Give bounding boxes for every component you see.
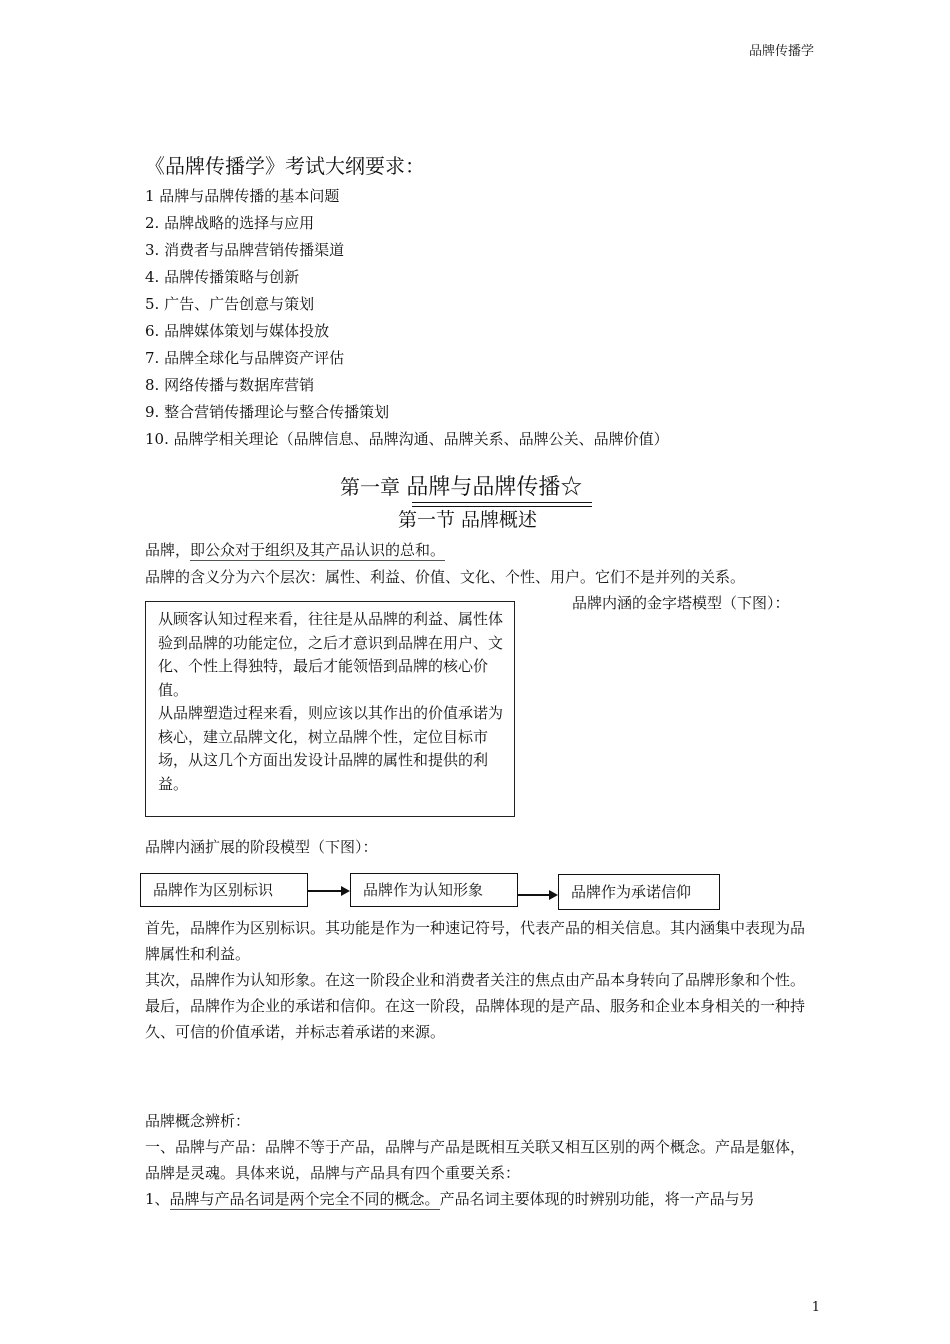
analysis-underlined: 品牌与产品名词是两个完全不同的概念。 [169, 1190, 440, 1208]
stage-paragraph: 首先，品牌作为区别标识。其功能是作为一种速记符号，代表产品的相关信息。其内涵集中表现为品牌属性和利益。 [145, 919, 806, 963]
pyramid-caption: 品牌内涵的金字塔模型（下图）： [572, 594, 790, 612]
analysis-paragraph [145, 1186, 817, 1212]
stage-box: 品牌作为承诺信仰 [558, 874, 720, 910]
outline-list [145, 186, 669, 456]
chapter-prefix: 第一章 [340, 475, 400, 499]
page-number: 1 [811, 1300, 820, 1315]
stage-paragraph: 最后，品牌作为企业的承诺和信仰。在这一阶段，品牌体现的是产品、服务和企业本身相关的一种持久、可信的价值承诺，并标志着承诺的来源。 [145, 997, 806, 1041]
outline-item: 2. 品牌战略的选择与应用 [145, 214, 315, 232]
stage-paragraph: 其次，品牌作为认知形象。在这一阶段企业和消费者关注的焦点由产品本身转向了品牌形象和个性。 [145, 971, 806, 989]
outline-item: 9. 整合营销传播理论与整合传播策划 [145, 403, 390, 421]
analysis-paragraph: 一、品牌与产品：品牌不等于产品，品牌与产品是既相互关联又相互区别的两个概念。产品是躯体，品牌是灵魂。具体来说，品牌与产品具有四个重要关系： [145, 1138, 806, 1182]
analysis-rest: 产品名词主要体现的时辨别功能，将一产品与另 [439, 1190, 755, 1208]
arrow-right-icon [518, 887, 558, 903]
chapter-title: 品牌与品牌传播☆ [406, 475, 583, 500]
outline-item: 5. 广告、广告创意与策划 [145, 295, 315, 313]
analysis-heading: 品牌概念辨析： [145, 1112, 251, 1130]
box-paragraph: 从顾客认知过程来看，往往是从品牌的利益、属性体验到品牌的功能定位，之后才意识到品牌在用户、文化、个性上得独特，最后才能领悟到品牌的核心价值。 [158, 610, 504, 699]
analysis-section [145, 1108, 817, 1212]
stage-caption: 品牌内涵扩展的阶段模型（下图）： [145, 838, 378, 856]
outline-item: 8. 网络传播与数据库营销 [145, 376, 315, 394]
outline-title: 《品牌传播学》考试大纲要求： [145, 154, 425, 178]
levels-text: 品牌的含义分为六个层次：属性、利益、价值、文化、个性、用户。它们不是并列的关系。 [145, 568, 746, 586]
section-heading: 第一节 品牌概述 [398, 509, 538, 531]
outline-item: 1 品牌与品牌传播的基本问题 [145, 187, 340, 205]
outline-item: 4. 品牌传播策略与创新 [145, 268, 300, 286]
definition-line [145, 537, 445, 564]
stage-box: 品牌作为区别标识 [140, 873, 308, 907]
running-header: 品牌传播学 [748, 44, 814, 59]
arrow-right-icon [308, 883, 350, 899]
definition-text: 即公众对于组织及其产品认识的总和。 [190, 541, 446, 559]
stage-description [145, 915, 817, 1045]
definition-label: 品牌， [145, 541, 191, 559]
analysis-number: 1、 [145, 1190, 170, 1208]
outline-item: 7. 品牌全球化与品牌资产评估 [145, 349, 345, 367]
stage-box: 品牌作为认知形象 [350, 873, 518, 907]
chapter-rule [412, 502, 592, 503]
outline-item: 10. 品牌学相关理论（品牌信息、品牌沟通、品牌关系、品牌公关、品牌价值） [145, 430, 669, 448]
chapter-heading [340, 470, 582, 501]
outline-item: 3. 消费者与品牌营销传播渠道 [145, 241, 345, 259]
outline-item: 6. 品牌媒体策划与媒体投放 [145, 322, 330, 340]
pyramid-text-box [145, 601, 515, 817]
box-paragraph: 从品牌塑造过程来看，则应该以其作出的价值承诺为核心，建立品牌文化，树立品牌个性，定位目标市场，从这几个方面出发设计品牌的属性和提供的利益。 [158, 704, 504, 793]
